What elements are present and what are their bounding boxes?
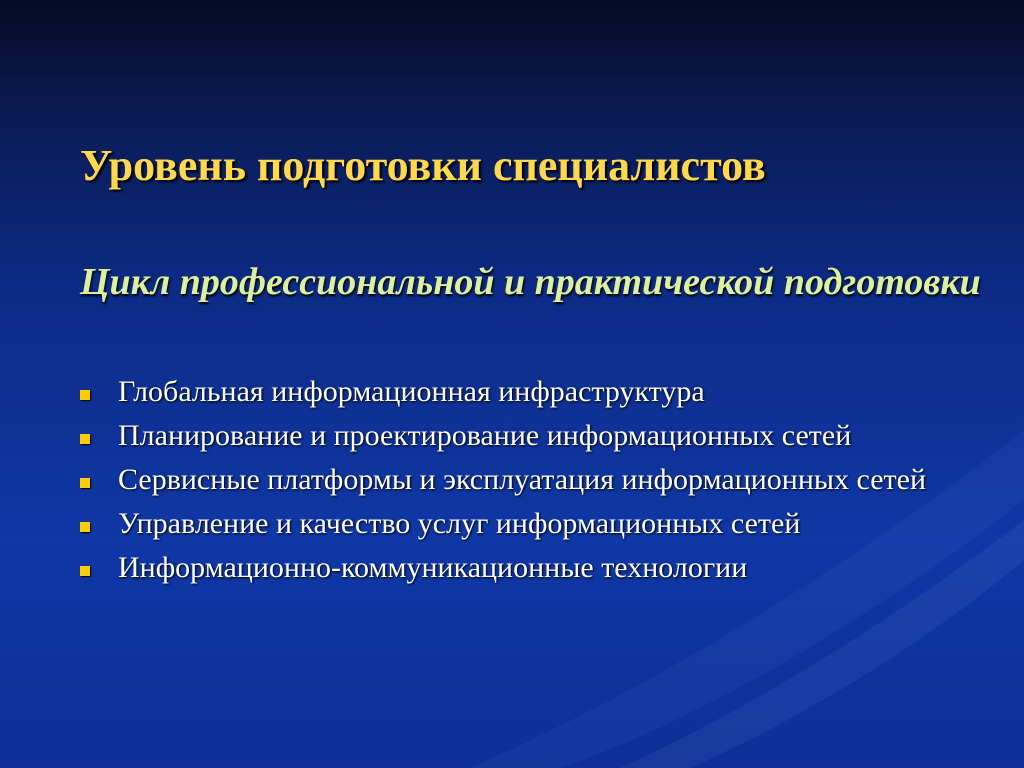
bullet-item: [80, 506, 980, 542]
slide-title: Уровень подготовки специалистов: [80, 141, 766, 190]
bullet-text: Сервисные платформы и эксплуатация информационных сетей: [118, 463, 927, 496]
bullet-list: [80, 374, 980, 594]
square-bullet-icon: [80, 566, 90, 576]
bullet-text: Информационно-коммуникационные технологии: [118, 551, 748, 584]
bullet-text: Планирование и проектирование информационных сетей: [118, 419, 852, 452]
bullet-item: [80, 462, 980, 498]
bullet-item: [80, 550, 980, 586]
bullet-item: [80, 374, 980, 410]
slide-subtitle: Цикл профессиональной и практической подготовки: [80, 261, 981, 303]
bullet-item: [80, 418, 980, 454]
square-bullet-icon: [80, 390, 90, 400]
bullet-text: Глобальная информационная инфраструктура: [118, 375, 705, 408]
square-bullet-icon: [80, 478, 90, 488]
square-bullet-icon: [80, 522, 90, 532]
square-bullet-icon: [80, 434, 90, 444]
bullet-text: Управление и качество услуг информационных сетей: [118, 507, 801, 540]
